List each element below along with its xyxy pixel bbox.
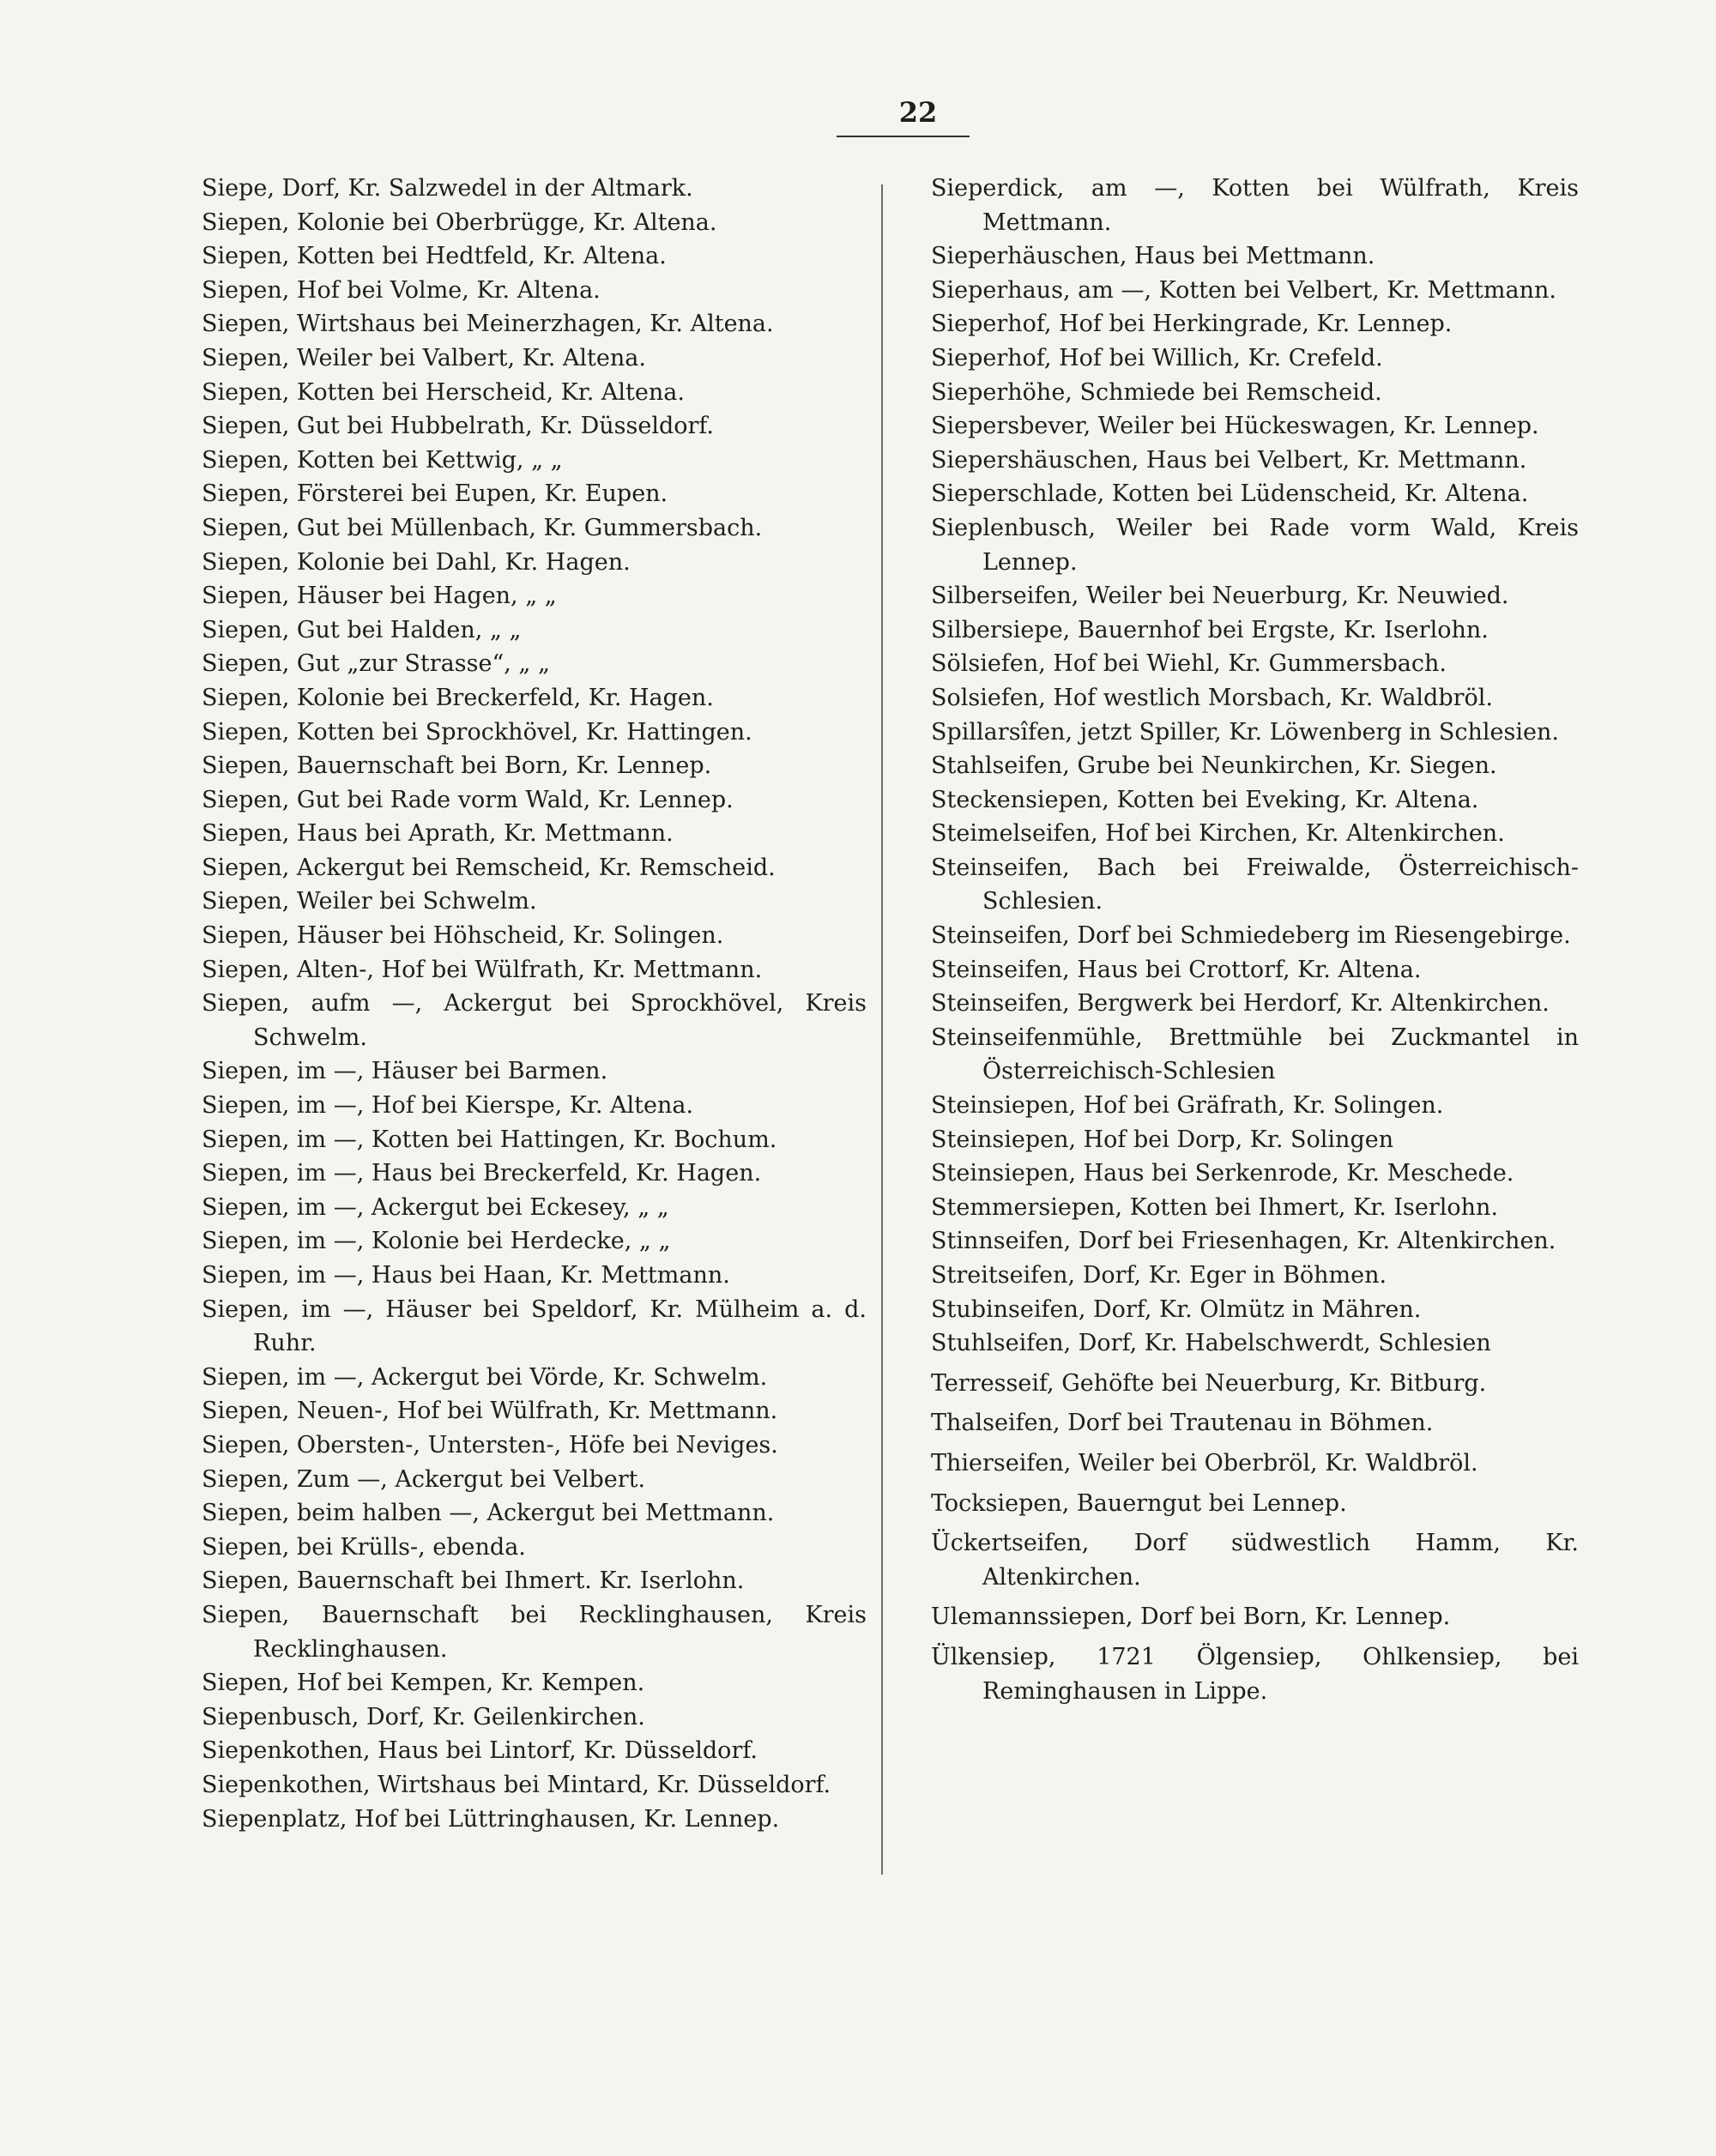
gazetteer-entry: Siepershäuschen, Haus bei Velbert, Kr. Mettmann. <box>931 446 1527 474</box>
gazetteer-entry: Siepe, Dorf, Kr. Salzwedel in der Altmark. <box>202 175 693 202</box>
gazetteer-entry: Siepen, Kolonie bei Breckerfeld, Kr. Hagen. <box>202 684 714 711</box>
gazetteer-entry: Siepen, Kolonie bei Dahl, Kr. Hagen. <box>202 548 631 576</box>
gazetteer-entry: Siepen, bei Krülls-, ebenda. <box>202 1533 526 1561</box>
gazetteer-entry: Siepen, Kotten bei Hedtfeld, Kr. Altena. <box>202 243 667 270</box>
gazetteer-entry: Siepen, Obersten-, Untersten-, Höfe bei Neviges. <box>202 1431 778 1458</box>
gazetteer-entry: Siepen, Gut bei Müllenbach, Kr. Gummersbach. <box>202 514 763 541</box>
right-column <box>931 172 1579 1708</box>
gazetteer-entry: Steinsiepen, Hof bei Dorp, Kr. Solingen <box>931 1126 1394 1153</box>
gazetteer-entry: Ückertseifen, Dorf südwestlich Hamm, Kr. Altenkirchen. <box>931 1530 1579 1591</box>
gazetteer-entry: Sieperhaus, am —, Kotten bei Velbert, Kr. Mettmann. <box>931 276 1556 304</box>
gazetteer-entry: Siepen, im —, Häuser bei Speldorf, Kr. Mülheim a. d. Ruhr. <box>202 1295 867 1357</box>
gazetteer-entry: Siepen, beim halben —, Ackergut bei Mettmann. <box>202 1500 775 1527</box>
gazetteer-entry: Stinnseifen, Dorf bei Friesenhagen, Kr. Altenkirchen. <box>931 1228 1556 1255</box>
gazetteer-entry: Spillarsîfen, jetzt Spiller, Kr. Löwenberg in Schlesien. <box>931 718 1559 746</box>
gazetteer-entry: Streitseifen, Dorf, Kr. Eger in Böhmen. <box>931 1262 1387 1289</box>
gazetteer-entry: Steinseifenmühle, Brettmühle bei Zuckmantel in Österreichisch-Schlesien <box>931 1024 1579 1085</box>
gazetteer-entry: Stubinseifen, Dorf, Kr. Olmütz in Mähren. <box>931 1295 1422 1323</box>
gazetteer-entry: Terresseif, Gehöfte bei Neuerburg, Kr. Bitburg. <box>931 1369 1487 1397</box>
gazetteer-entry: Siepen, Haus bei Aprath, Kr. Mettmann. <box>202 820 674 848</box>
gazetteer-entry: Ulemannssiepen, Dorf bei Born, Kr. Lennep. <box>931 1603 1451 1631</box>
gazetteer-entry: Siepen, im —, Ackergut bei Eckesey, „ „ <box>202 1193 669 1221</box>
gazetteer-entry: Siepen, Ackergut bei Remscheid, Kr. Remscheid. <box>202 854 776 881</box>
gazetteer-entry: Siepen, Kolonie bei Oberbrügge, Kr. Altena. <box>202 208 717 236</box>
gazetteer-entry: Siepen, Gut bei Rade vorm Wald, Kr. Lennep. <box>202 786 734 813</box>
gazetteer-entry: Siepen, im —, Haus bei Haan, Kr. Mettmann. <box>202 1262 730 1289</box>
gazetteer-entry: Steinsiepen, Haus bei Serkenrode, Kr. Meschede. <box>931 1160 1514 1187</box>
gazetteer-entry: Ülkensiep, 1721 Ölgensiep, Ohlkensiep, bei Reminghausen in Lippe. <box>931 1643 1579 1705</box>
gazetteer-entry: Siepen, im —, Hof bei Kierspe, Kr. Altena. <box>202 1092 694 1120</box>
gazetteer-entry: Silbersiepe, Bauernhof bei Ergste, Kr. Iserlohn. <box>931 616 1489 643</box>
gazetteer-entry: Sieperhäuschen, Haus bei Mettmann. <box>931 243 1375 270</box>
gazetteer-entry: Siepen, Neuen-, Hof bei Wülfrath, Kr. Mettmann. <box>202 1398 778 1425</box>
gazetteer-entry: Siepen, Häuser bei Hagen, „ „ <box>202 583 557 610</box>
gazetteer-entry: Thalseifen, Dorf bei Trautenau in Böhmen. <box>931 1410 1434 1437</box>
gazetteer-entry: Siepen, Hof bei Kempen, Kr. Kempen. <box>202 1670 645 1697</box>
gazetteer-entry: Siepenkothen, Haus bei Lintorf, Kr. Düsseldorf. <box>202 1737 758 1765</box>
gazetteer-entry: Siepen, Zum —, Ackergut bei Velbert. <box>202 1465 646 1493</box>
gazetteer-entry: Siepen, Kotten bei Herscheid, Kr. Altena. <box>202 378 685 406</box>
gazetteer-entry: Siepenplatz, Hof bei Lüttringhausen, Kr. Lennep. <box>202 1805 780 1833</box>
gazetteer-entry: Sieplenbusch, Weiler bei Rade vorm Wald, Kreis Lennep. <box>931 514 1579 576</box>
gazetteer-entry: Siepenbusch, Dorf, Kr. Geilenkirchen. <box>202 1703 645 1730</box>
gazetteer-entry: Siepen, Kotten bei Kettwig, „ „ <box>202 446 563 474</box>
gazetteer-entry: Siepen, Bauernschaft bei Ihmert. Kr. Iserlohn. <box>202 1567 745 1595</box>
gazetteer-entry: Sieperdick, am —, Kotten bei Wülfrath, Kreis Mettmann. <box>931 175 1579 236</box>
gazetteer-entry: Siepen, im —, Häuser bei Barmen. <box>202 1058 608 1085</box>
gazetteer-entry: Tocksiepen, Bauerngut bei Lennep. <box>931 1489 1347 1517</box>
gazetteer-entry: Silberseifen, Weiler bei Neuerburg, Kr. Neuwied. <box>931 583 1509 610</box>
gazetteer-entry: Sieperschlade, Kotten bei Lüdenscheid, Kr. Altena. <box>931 480 1529 508</box>
gazetteer-entry: Siepen, Häuser bei Höhscheid, Kr. Solingen. <box>202 922 724 950</box>
left-column <box>202 172 867 1836</box>
gazetteer-entry: Siepen, Wirtshaus bei Meinerzhagen, Kr. Altena. <box>202 311 774 338</box>
gazetteer-entry: Thierseifen, Weiler bei Oberbröl, Kr. Waldbröl. <box>931 1449 1478 1477</box>
gazetteer-entry: Siepen, Bauernschaft bei Born, Kr. Lennep. <box>202 752 712 780</box>
gazetteer-entry: Siepersbever, Weiler bei Hückeswagen, Kr. Lennep. <box>931 413 1539 440</box>
gazetteer-entry: Siepen, Hof bei Volme, Kr. Altena. <box>202 276 601 304</box>
gazetteer-entry: Steinseifen, Bach bei Freiwalde, Österreichisch-Schlesien. <box>931 854 1579 915</box>
gazetteer-entry: Siepen, Gut bei Halden, „ „ <box>202 616 522 643</box>
gazetteer-entry: Stemmersiepen, Kotten bei Ihmert, Kr. Iserlohn. <box>931 1193 1499 1221</box>
gazetteer-entry: Siepen, im —, Kotten bei Hattingen, Kr. Bochum. <box>202 1126 777 1153</box>
gazetteer-entry: Siepen, Försterei bei Eupen, Kr. Eupen. <box>202 480 668 508</box>
gazetteer-entry: Steinsiepen, Hof bei Gräfrath, Kr. Solingen. <box>931 1092 1444 1120</box>
gazetteer-entry: Solsiefen, Hof westlich Morsbach, Kr. Waldbröl. <box>931 684 1494 711</box>
gazetteer-entry: Steimelseifen, Hof bei Kirchen, Kr. Altenkirchen. <box>931 820 1505 848</box>
gazetteer-entry: Siepen, Weiler bei Schwelm. <box>202 888 537 915</box>
column-divider <box>881 184 883 1875</box>
gazetteer-entry: Steckensiepen, Kotten bei Eveking, Kr. Altena. <box>931 786 1479 813</box>
page-number: 22 <box>898 96 938 129</box>
gazetteer-entry: Siepenkothen, Wirtshaus bei Mintard, Kr. Düsseldorf. <box>202 1771 831 1798</box>
gazetteer-entry: Siepen, im —, Ackergut bei Vörde, Kr. Schwelm. <box>202 1363 768 1391</box>
gazetteer-entry: Sieperhof, Hof bei Herkingrade, Kr. Lennep. <box>931 311 1453 338</box>
gazetteer-entry: Stuhlseifen, Dorf, Kr. Habelschwerdt, Schlesien <box>931 1330 1491 1357</box>
gazetteer-entry: Sieperhof, Hof bei Willich, Kr. Crefeld. <box>931 344 1383 371</box>
gazetteer-entry: Siepen, Alten-, Hof bei Wülfrath, Kr. Mettmann. <box>202 956 763 983</box>
gazetteer-entry: Siepen, aufm —, Ackergut bei Sprockhövel, Kreis Schwelm. <box>202 990 867 1051</box>
gazetteer-entry: Steinseifen, Dorf bei Schmiedeberg im Riesengebirge. <box>931 922 1571 950</box>
gazetteer-entry: Siepen, Weiler bei Valbert, Kr. Altena. <box>202 344 646 371</box>
gazetteer-entry: Sölsiefen, Hof bei Wiehl, Kr. Gummersbach. <box>931 650 1447 678</box>
gazetteer-entry: Siepen, im —, Kolonie bei Herdecke, „ „ <box>202 1228 671 1255</box>
gazetteer-entry: Steinseifen, Haus bei Crottorf, Kr. Altena. <box>931 956 1422 983</box>
gazetteer-entry: Siepen, Bauernschaft bei Recklinghausen, Kreis Recklinghausen. <box>202 1601 867 1663</box>
gazetteer-entry: Siepen, Kotten bei Sprockhövel, Kr. Hattingen. <box>202 718 752 746</box>
gazetteer-entry: Steinseifen, Bergwerk bei Herdorf, Kr. Altenkirchen. <box>931 990 1550 1018</box>
gazetteer-entry: Sieperhöhe, Schmiede bei Remscheid. <box>931 378 1382 406</box>
gazetteer-entry: Stahlseifen, Grube bei Neunkirchen, Kr. Siegen. <box>931 752 1497 780</box>
gazetteer-entry: Siepen, Gut bei Hubbelrath, Kr. Düsseldorf. <box>202 413 715 440</box>
gazetteer-entry: Siepen, Gut „zur Strasse“, „ „ <box>202 650 550 678</box>
gazetteer-entry: Siepen, im —, Haus bei Breckerfeld, Kr. Hagen. <box>202 1160 762 1187</box>
header-rule <box>837 136 970 137</box>
